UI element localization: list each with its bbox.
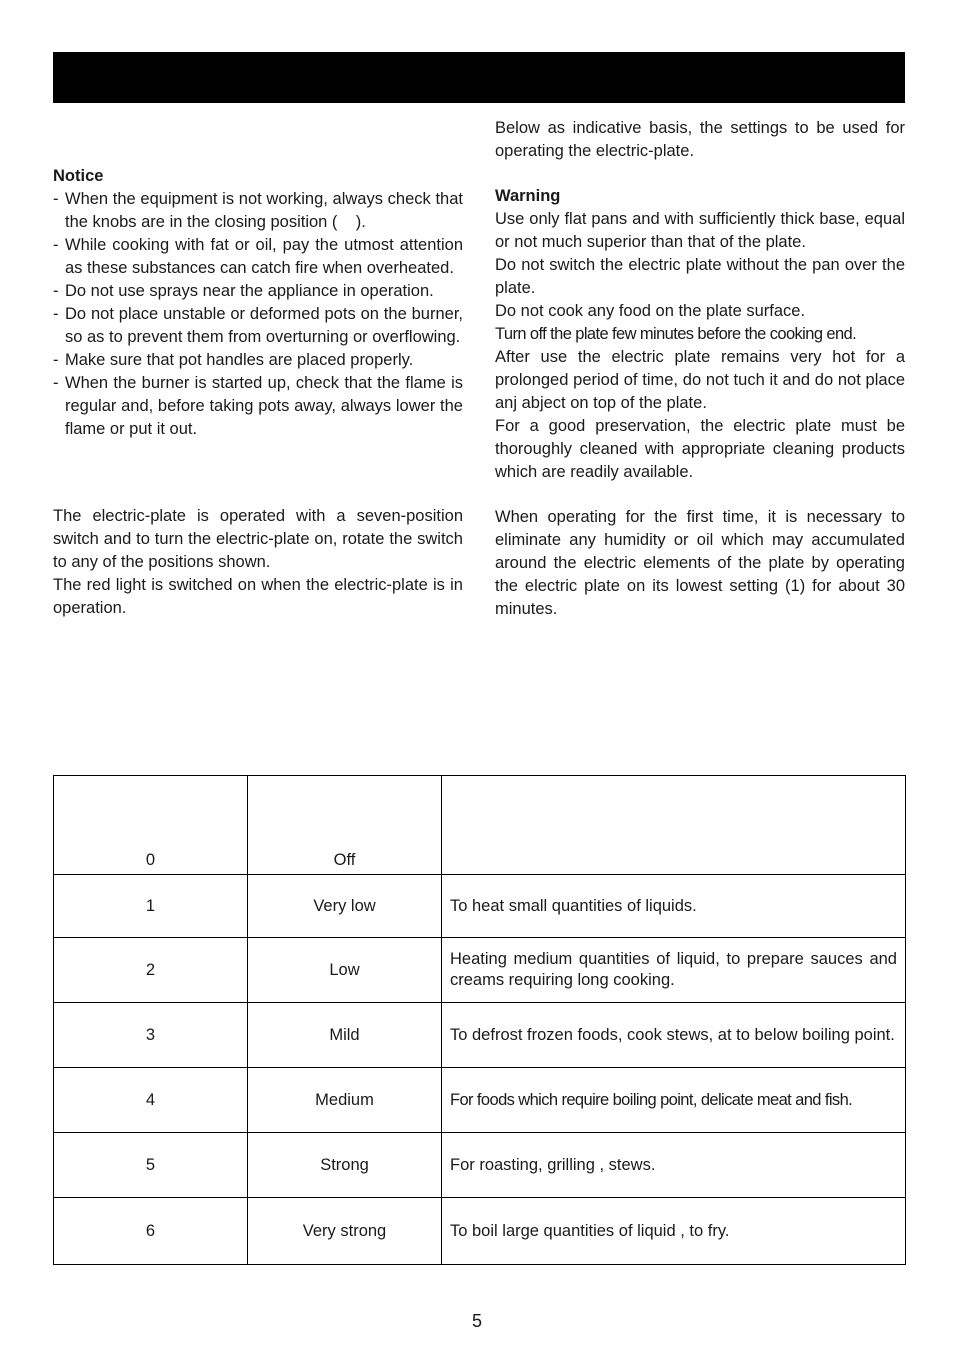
- table-row: [54, 1133, 906, 1198]
- page-number: 5: [471, 1311, 482, 1331]
- setting-cell: Off: [248, 776, 442, 875]
- warning-line: Use only flat pans and with sufficiently thick base, equal or not much superior than that of the plate.: [495, 210, 905, 251]
- warning-line: Turn off the plate few minutes before the cooking end.: [495, 325, 857, 343]
- first-use-paragraph: When operating for the first time, it is necessary to eliminate any humidity or oil which may accumulated around the electric elements of the plate by operating the electric plate on its lowest setting (1) for about 30 minutes.: [495, 508, 905, 618]
- setting-cell: Low: [248, 938, 442, 1003]
- settings-intro: Below as indicative basis, the settings to be used for operating the electric-plate.: [495, 119, 905, 160]
- electric-plate-paragraph: The electric-plate is operated with a seven-position switch and to turn the electric-plate on, rotate the switch to any of the positions shown.: [53, 507, 463, 571]
- setting-cell: Strong: [248, 1133, 442, 1198]
- use-cell: For roasting, grilling , stews.: [442, 1133, 906, 1198]
- table-row: [54, 938, 906, 1003]
- warning-line: Do not cook any food on the plate surface.: [495, 302, 806, 320]
- position-cell: 2: [54, 938, 248, 1003]
- position-cell: 0: [54, 776, 248, 875]
- warning-line: Do not switch the electric plate without the pan over the plate.: [495, 256, 905, 297]
- notice-item: - Make sure that pot handles are placed properly.: [53, 349, 463, 372]
- right-column: [495, 117, 905, 621]
- table-row: [54, 776, 906, 875]
- use-cell: To boil large quantities of liquid , to fry.: [442, 1198, 906, 1265]
- notice-item: - When the burner is started up, check that the flame is regular and, before taking pots away, always lower the flame or put it out.: [53, 372, 463, 441]
- table-row: [54, 1198, 906, 1265]
- use-cell: For foods which require boiling point, delicate meat and fish.: [442, 1068, 906, 1133]
- position-cell: 6: [54, 1198, 248, 1265]
- position-cell: 1: [54, 875, 248, 938]
- left-column: [53, 165, 463, 620]
- notice-item: - While cooking with fat or oil, pay the utmost attention as these substances can catch fire when overheated.: [53, 234, 463, 280]
- notice-heading: Notice: [53, 167, 104, 185]
- table-row: [54, 875, 906, 938]
- notice-list: [53, 188, 463, 441]
- use-cell: To defrost frozen foods, cook stews, at to below boiling point.: [442, 1003, 906, 1068]
- warning-line: After use the electric plate remains very hot for a prolonged period of time, do not tuch it and do not place anj abject on top of the plate.: [495, 348, 905, 412]
- warning-line: For a good preservation, the electric plate must be thoroughly cleaned with appropriate cleaning products which are readily available.: [495, 417, 905, 481]
- position-cell: 5: [54, 1133, 248, 1198]
- setting-cell: Mild: [248, 1003, 442, 1068]
- setting-cell: Very strong: [248, 1198, 442, 1265]
- notice-item: - Do not use sprays near the appliance in operation.: [53, 280, 463, 303]
- warning-heading: Warning: [495, 187, 561, 205]
- setting-cell: Medium: [248, 1068, 442, 1133]
- position-cell: 4: [54, 1068, 248, 1133]
- notice-item: - When the equipment is not working, always check that the knobs are in the closing position ( ).: [53, 188, 463, 234]
- electric-plate-paragraph: The red light is switched on when the electric-plate is in operation.: [53, 576, 463, 617]
- use-cell: [442, 776, 906, 875]
- position-cell: 3: [54, 1003, 248, 1068]
- use-cell: To heat small quantities of liquids.: [442, 875, 906, 938]
- use-cell: Heating medium quantities of liquid, to prepare sauces and creams requiring long cooking.: [442, 938, 906, 1003]
- setting-cell: Very low: [248, 875, 442, 938]
- notice-item: - Do not place unstable or deformed pots on the burner, so as to prevent them from overturning or overflowing.: [53, 303, 463, 349]
- table-row: [54, 1068, 906, 1133]
- header-bar: [53, 52, 905, 103]
- table-row: [54, 1003, 906, 1068]
- settings-table: [53, 775, 906, 1265]
